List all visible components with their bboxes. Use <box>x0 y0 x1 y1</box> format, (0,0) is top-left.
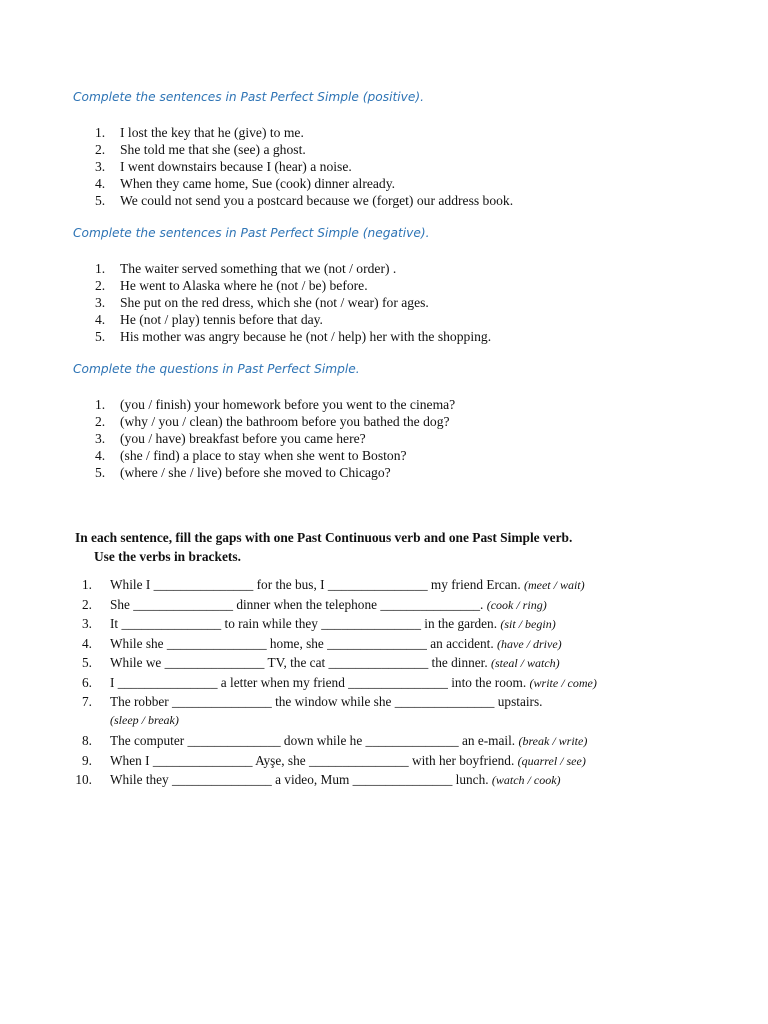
item-number: 3. <box>82 616 92 631</box>
item-number: 2. <box>95 414 106 429</box>
item-number: 3. <box>95 159 106 174</box>
item-text: While we _______________ TV, the cat _______________ the dinner. <box>110 655 488 670</box>
exercise-item <box>68 694 688 733</box>
item-text: She told me that she (see) a ghost. <box>120 142 306 157</box>
list-item <box>95 430 455 447</box>
item-text: He went to Alaska where he (not / be) before. <box>120 278 368 293</box>
list-item <box>95 175 513 192</box>
verb-hint: (quarrel / see) <box>517 753 586 768</box>
exercise-item <box>68 772 688 792</box>
item-text: The waiter served something that we (not / order) . <box>120 261 397 276</box>
item-text: She _______________ dinner when the telephone _______________. <box>110 596 484 612</box>
item-text: He (not / play) tennis before that day. <box>120 312 323 327</box>
section2-list <box>95 260 491 345</box>
exercise-item <box>68 733 688 753</box>
list-item <box>95 447 455 464</box>
list-item <box>95 294 491 311</box>
list-item <box>95 464 455 481</box>
list-item <box>95 124 513 141</box>
section2-heading: Complete the sentences in Past Perfect Simple (negative). <box>73 226 430 240</box>
verb-hint: (meet / wait) <box>523 578 585 592</box>
list-item <box>95 396 455 413</box>
verb-hint: (sleep / break) <box>110 713 179 727</box>
item-number: 4. <box>95 312 106 327</box>
item-text: She put on the red dress, which she (not / wear) for ages. <box>120 295 429 310</box>
item-text: (you / have) breakfast before you came here? <box>120 431 366 446</box>
exercise-item <box>68 753 688 773</box>
list-item <box>95 141 513 158</box>
verb-hint: (watch / cook) <box>491 773 561 787</box>
list-item <box>95 277 491 294</box>
section4-list <box>68 577 688 792</box>
verb-hint: (write / come) <box>529 675 597 690</box>
item-number: 3. <box>95 431 106 446</box>
verb-hint: (steal / watch) <box>491 656 560 670</box>
item-number: 2. <box>95 142 106 157</box>
item-number: 2. <box>95 278 106 293</box>
item-number: 4. <box>95 176 106 191</box>
item-text: The robber _______________ the window while she _______________ upstairs. <box>110 694 543 709</box>
list-item <box>95 413 455 430</box>
list-item <box>95 328 491 345</box>
section3-list <box>95 396 455 481</box>
list-item <box>95 158 513 175</box>
item-text: I went downstairs because I (hear) a noise. <box>120 159 352 174</box>
item-number: 7. <box>82 694 92 709</box>
item-text: I _______________ a letter when my friend _______________ into the room. <box>110 674 527 690</box>
item-text: We could not send you a postcard because we (forget) our address book. <box>120 193 514 208</box>
exercise-item <box>68 616 688 636</box>
verb-hint: (break / write) <box>518 734 588 748</box>
verb-hint: (cook / ring) <box>486 597 547 612</box>
item-text: I lost the key that he (give) to me. <box>120 125 304 140</box>
item-text: When I _______________ Ayşe, she _______________ with her boyfriend. <box>110 752 515 768</box>
item-text: His mother was angry because he (not / help) her with the shopping. <box>120 329 492 344</box>
item-number: 8. <box>82 733 92 748</box>
item-number: 10. <box>75 772 92 787</box>
verb-hint: (have / drive) <box>497 636 562 651</box>
item-text: While she _______________ home, she _______________ an accident. <box>110 635 494 651</box>
exercise-item <box>68 675 688 695</box>
item-number: 1. <box>95 397 106 412</box>
item-number: 4. <box>95 448 106 463</box>
exercise-item <box>68 597 688 617</box>
item-number: 6. <box>82 674 92 690</box>
item-number: 1. <box>82 577 92 592</box>
section3-heading: Complete the questions in Past Perfect Simple. <box>73 362 360 376</box>
item-text: (you / finish) your homework before you went to the cinema? <box>120 397 456 412</box>
exercise-item <box>68 577 688 597</box>
list-item <box>95 311 491 328</box>
exercise-item <box>68 655 688 675</box>
item-number: 2. <box>82 596 92 612</box>
section1-heading: Complete the sentences in Past Perfect Simple (positive). <box>73 90 424 104</box>
section4-title <box>75 528 572 566</box>
item-number: 4. <box>82 635 92 651</box>
item-text: (why / you / clean) the bathroom before you bathed the dog? <box>120 414 450 429</box>
item-number: 5. <box>95 193 106 208</box>
section4-title-line1: In each sentence, fill the gaps with one Past Continuous verb and one Past Simple verb. <box>75 530 573 545</box>
item-text: The computer ______________ down while he ______________ an e-mail. <box>110 733 516 748</box>
section1-list <box>95 124 513 209</box>
item-text: It _______________ to rain while they _______________ in the garden. <box>110 616 498 631</box>
item-number: 3. <box>95 295 106 310</box>
item-number: 1. <box>95 125 106 140</box>
item-text: (she / find) a place to stay when she went to Boston? <box>120 448 407 463</box>
item-number: 1. <box>95 261 106 276</box>
item-number: 5. <box>95 465 106 480</box>
item-number: 9. <box>82 752 92 768</box>
verb-hint: (sit / begin) <box>500 617 556 631</box>
item-text: While I _______________ for the bus, I _______________ my friend Ercan. <box>110 577 521 592</box>
exercise-item <box>68 636 688 656</box>
list-item <box>95 192 513 209</box>
item-number: 5. <box>95 329 106 344</box>
list-item <box>95 260 491 277</box>
section4-title-line2: Use the verbs in brackets. <box>94 549 241 564</box>
item-text: While they _______________ a video, Mum _______________ lunch. <box>110 772 489 787</box>
item-number: 5. <box>82 655 92 670</box>
item-text: (where / she / live) before she moved to Chicago? <box>120 465 391 480</box>
item-text: When they came home, Sue (cook) dinner already. <box>120 176 396 191</box>
